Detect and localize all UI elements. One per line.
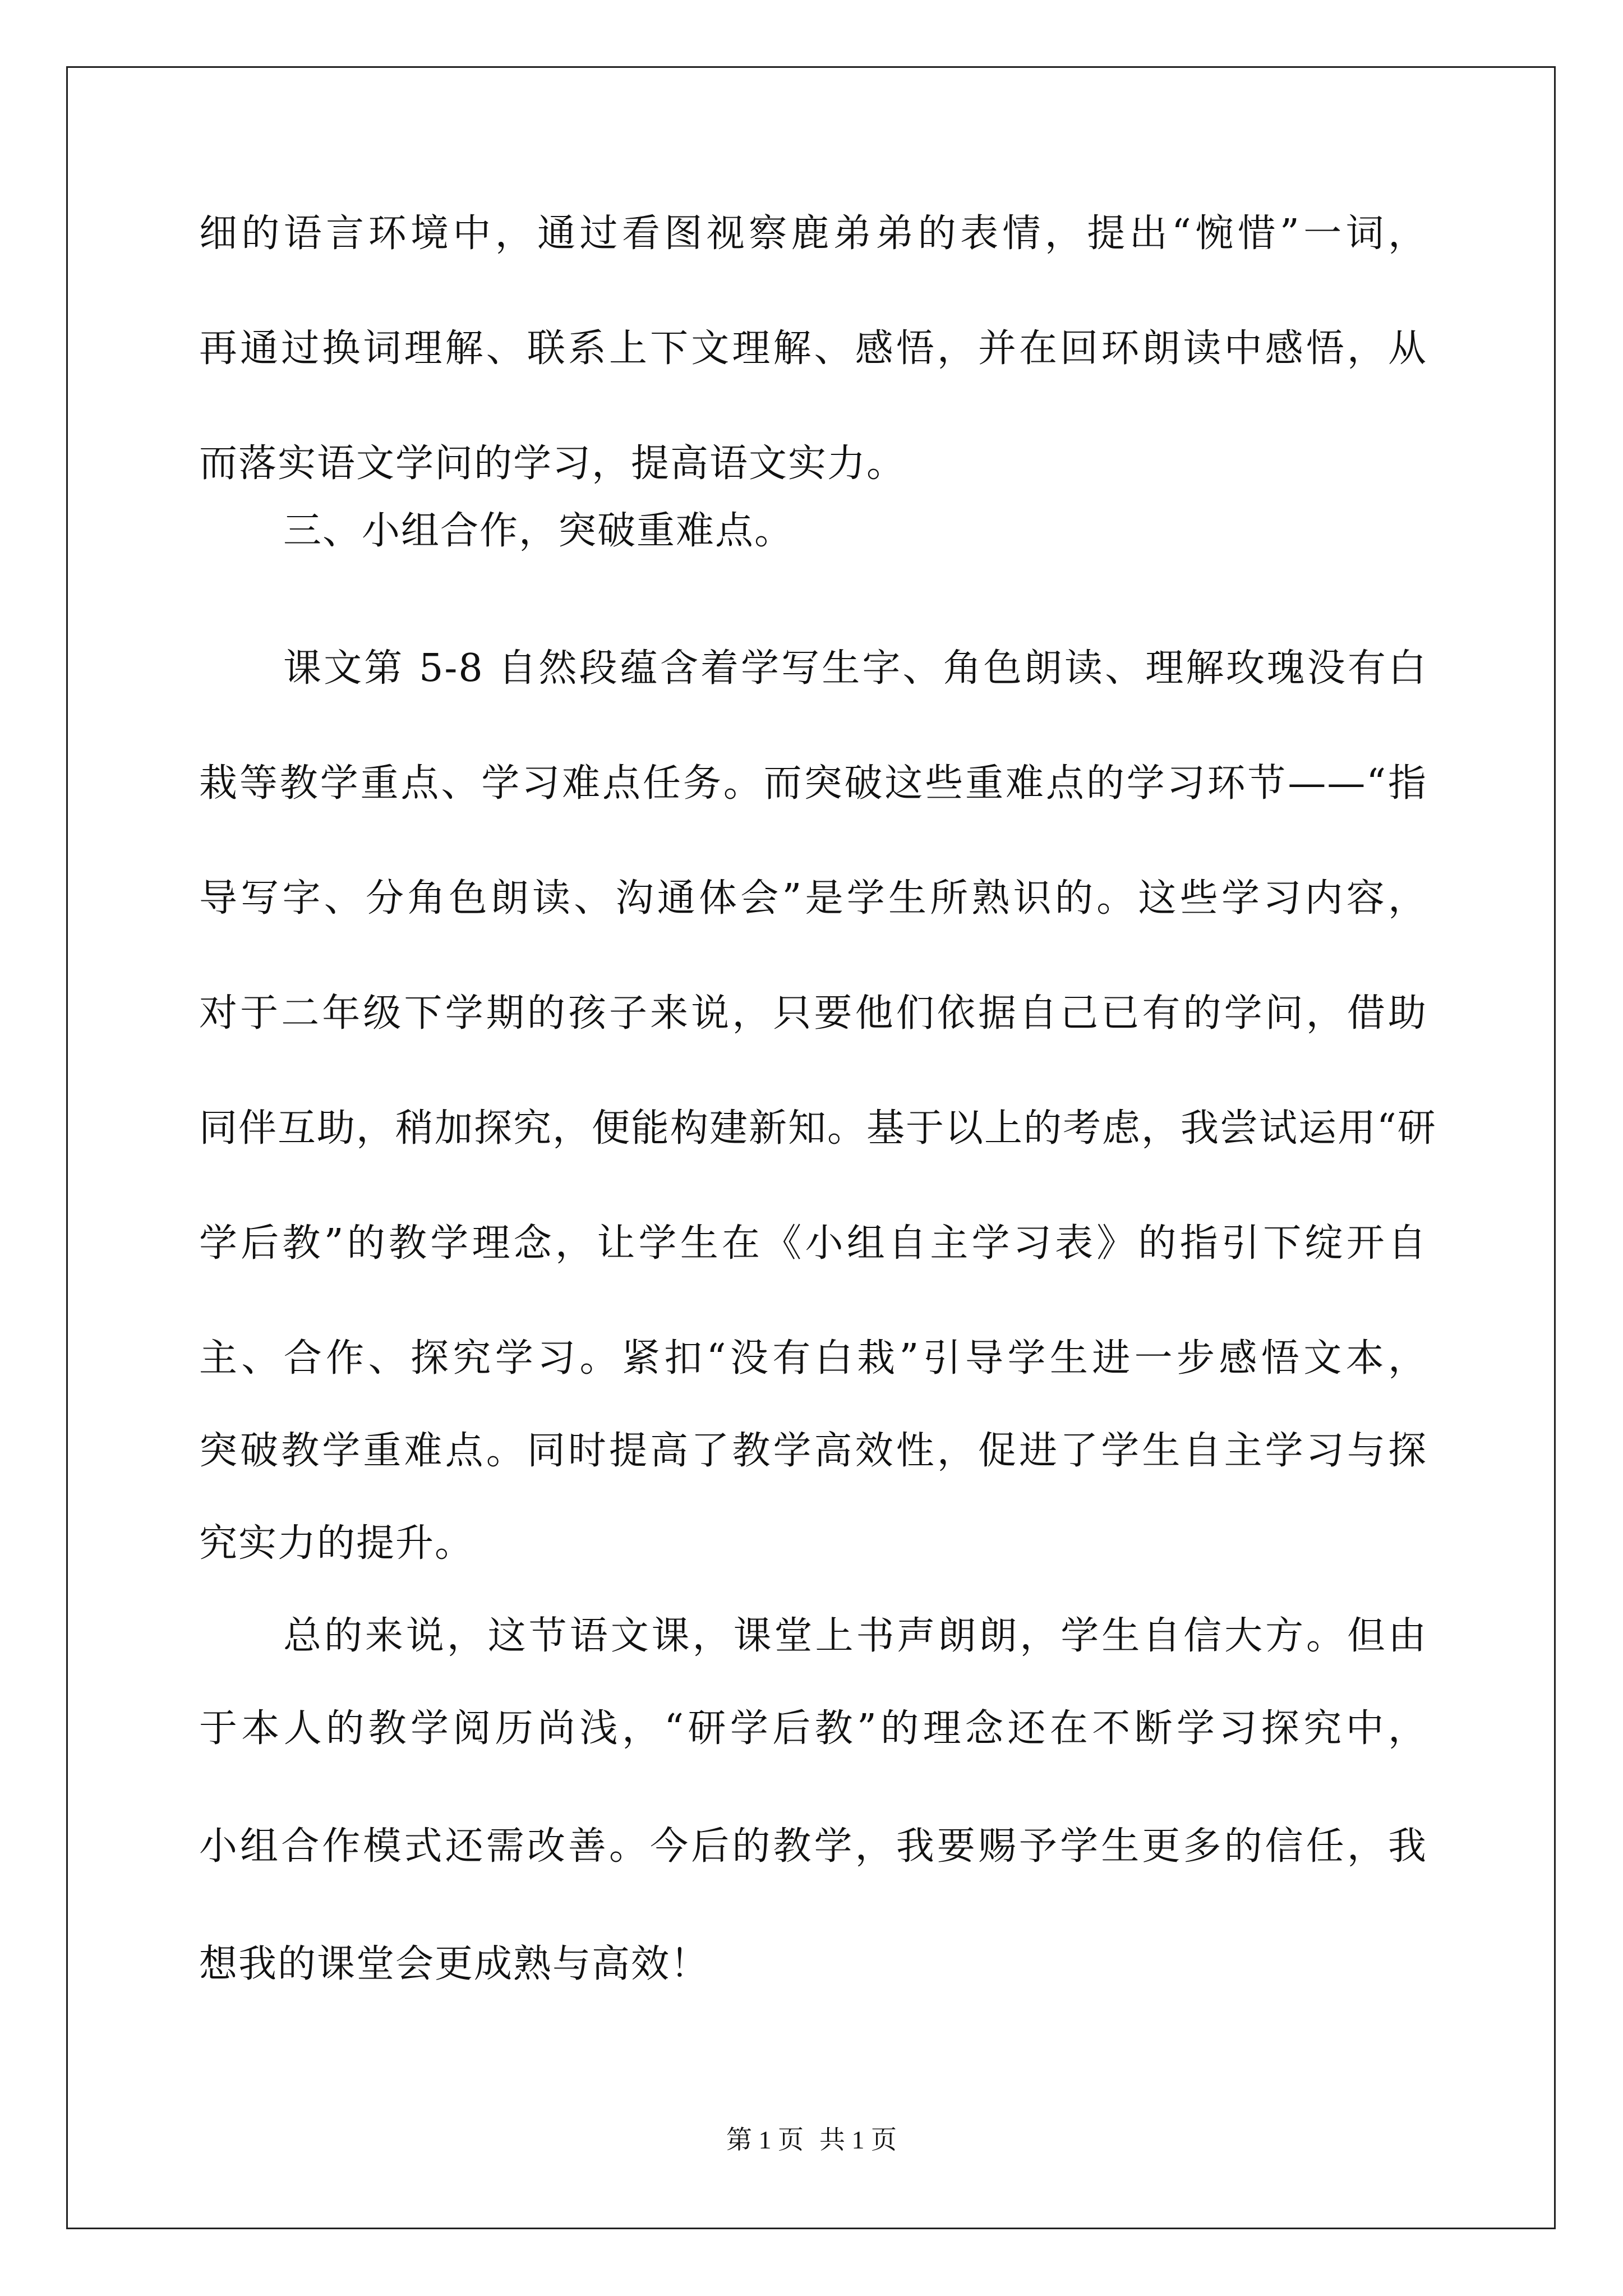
text-line: 导写字、分角色朗读、沟通体会”是学生所熟识的。这些学习内容，: [199, 876, 1427, 921]
text-line: 究实力的提升。: [199, 1521, 474, 1566]
text-line: 总的来说，这节语文课，课堂上书声朗朗，学生自信大方。但由: [283, 1614, 1427, 1658]
text-line: 再通过换词理解、联系上下文理解、感悟，并在回环朗读中感悟，从: [199, 326, 1427, 371]
section-heading: 三、小组合作，突破重难点。: [283, 509, 794, 553]
page-number: 第 1 页: [726, 2125, 804, 2154]
text-line: 想我的课堂会更成熟与高效！: [199, 1942, 710, 1986]
page-total: 共 1 页: [819, 2125, 897, 2154]
text-line: 细的语言环境中，通过看图视察鹿弟弟的表情，提出“惋惜”一词，: [199, 211, 1427, 256]
text-line: 同伴互助，稍加探究，便能构建新知。基于以上的考虑，我尝试运用“研: [199, 1106, 1437, 1151]
text-line: 主、合作、探究学习。紧扣“没有白栽”引导学生进一步感悟文本，: [199, 1336, 1427, 1381]
text-line: 小组合作模式还需改善。今后的教学，我要赐予学生更多的信任，我: [199, 1824, 1427, 1869]
text-line: 于本人的教学阅历尚浅，“研学后教”的理念还在不断学习探究中，: [199, 1706, 1427, 1751]
text-line: 而落实语文学问的学习，提高语文实力。: [199, 441, 906, 486]
text-line: 课文第 5-8 自然段蕴含着学写生字、角色朗读、理解玫瑰没有白: [283, 646, 1427, 691]
text-line: 突破教学重难点。同时提高了教学高效性，促进了学生自主学习与探: [199, 1429, 1427, 1473]
page-footer: [0, 2123, 1623, 2157]
text-line: 对于二年级下学期的孩子来说，只要他们依据自己已有的学问，借助: [199, 991, 1427, 1036]
text-line: 学后教”的教学理念，让学生在《小组自主学习表》的指引下绽开自: [199, 1221, 1427, 1266]
text-line: 栽等教学重点、学习难点任务。而突破这些重难点的学习环节——“指: [199, 761, 1428, 806]
